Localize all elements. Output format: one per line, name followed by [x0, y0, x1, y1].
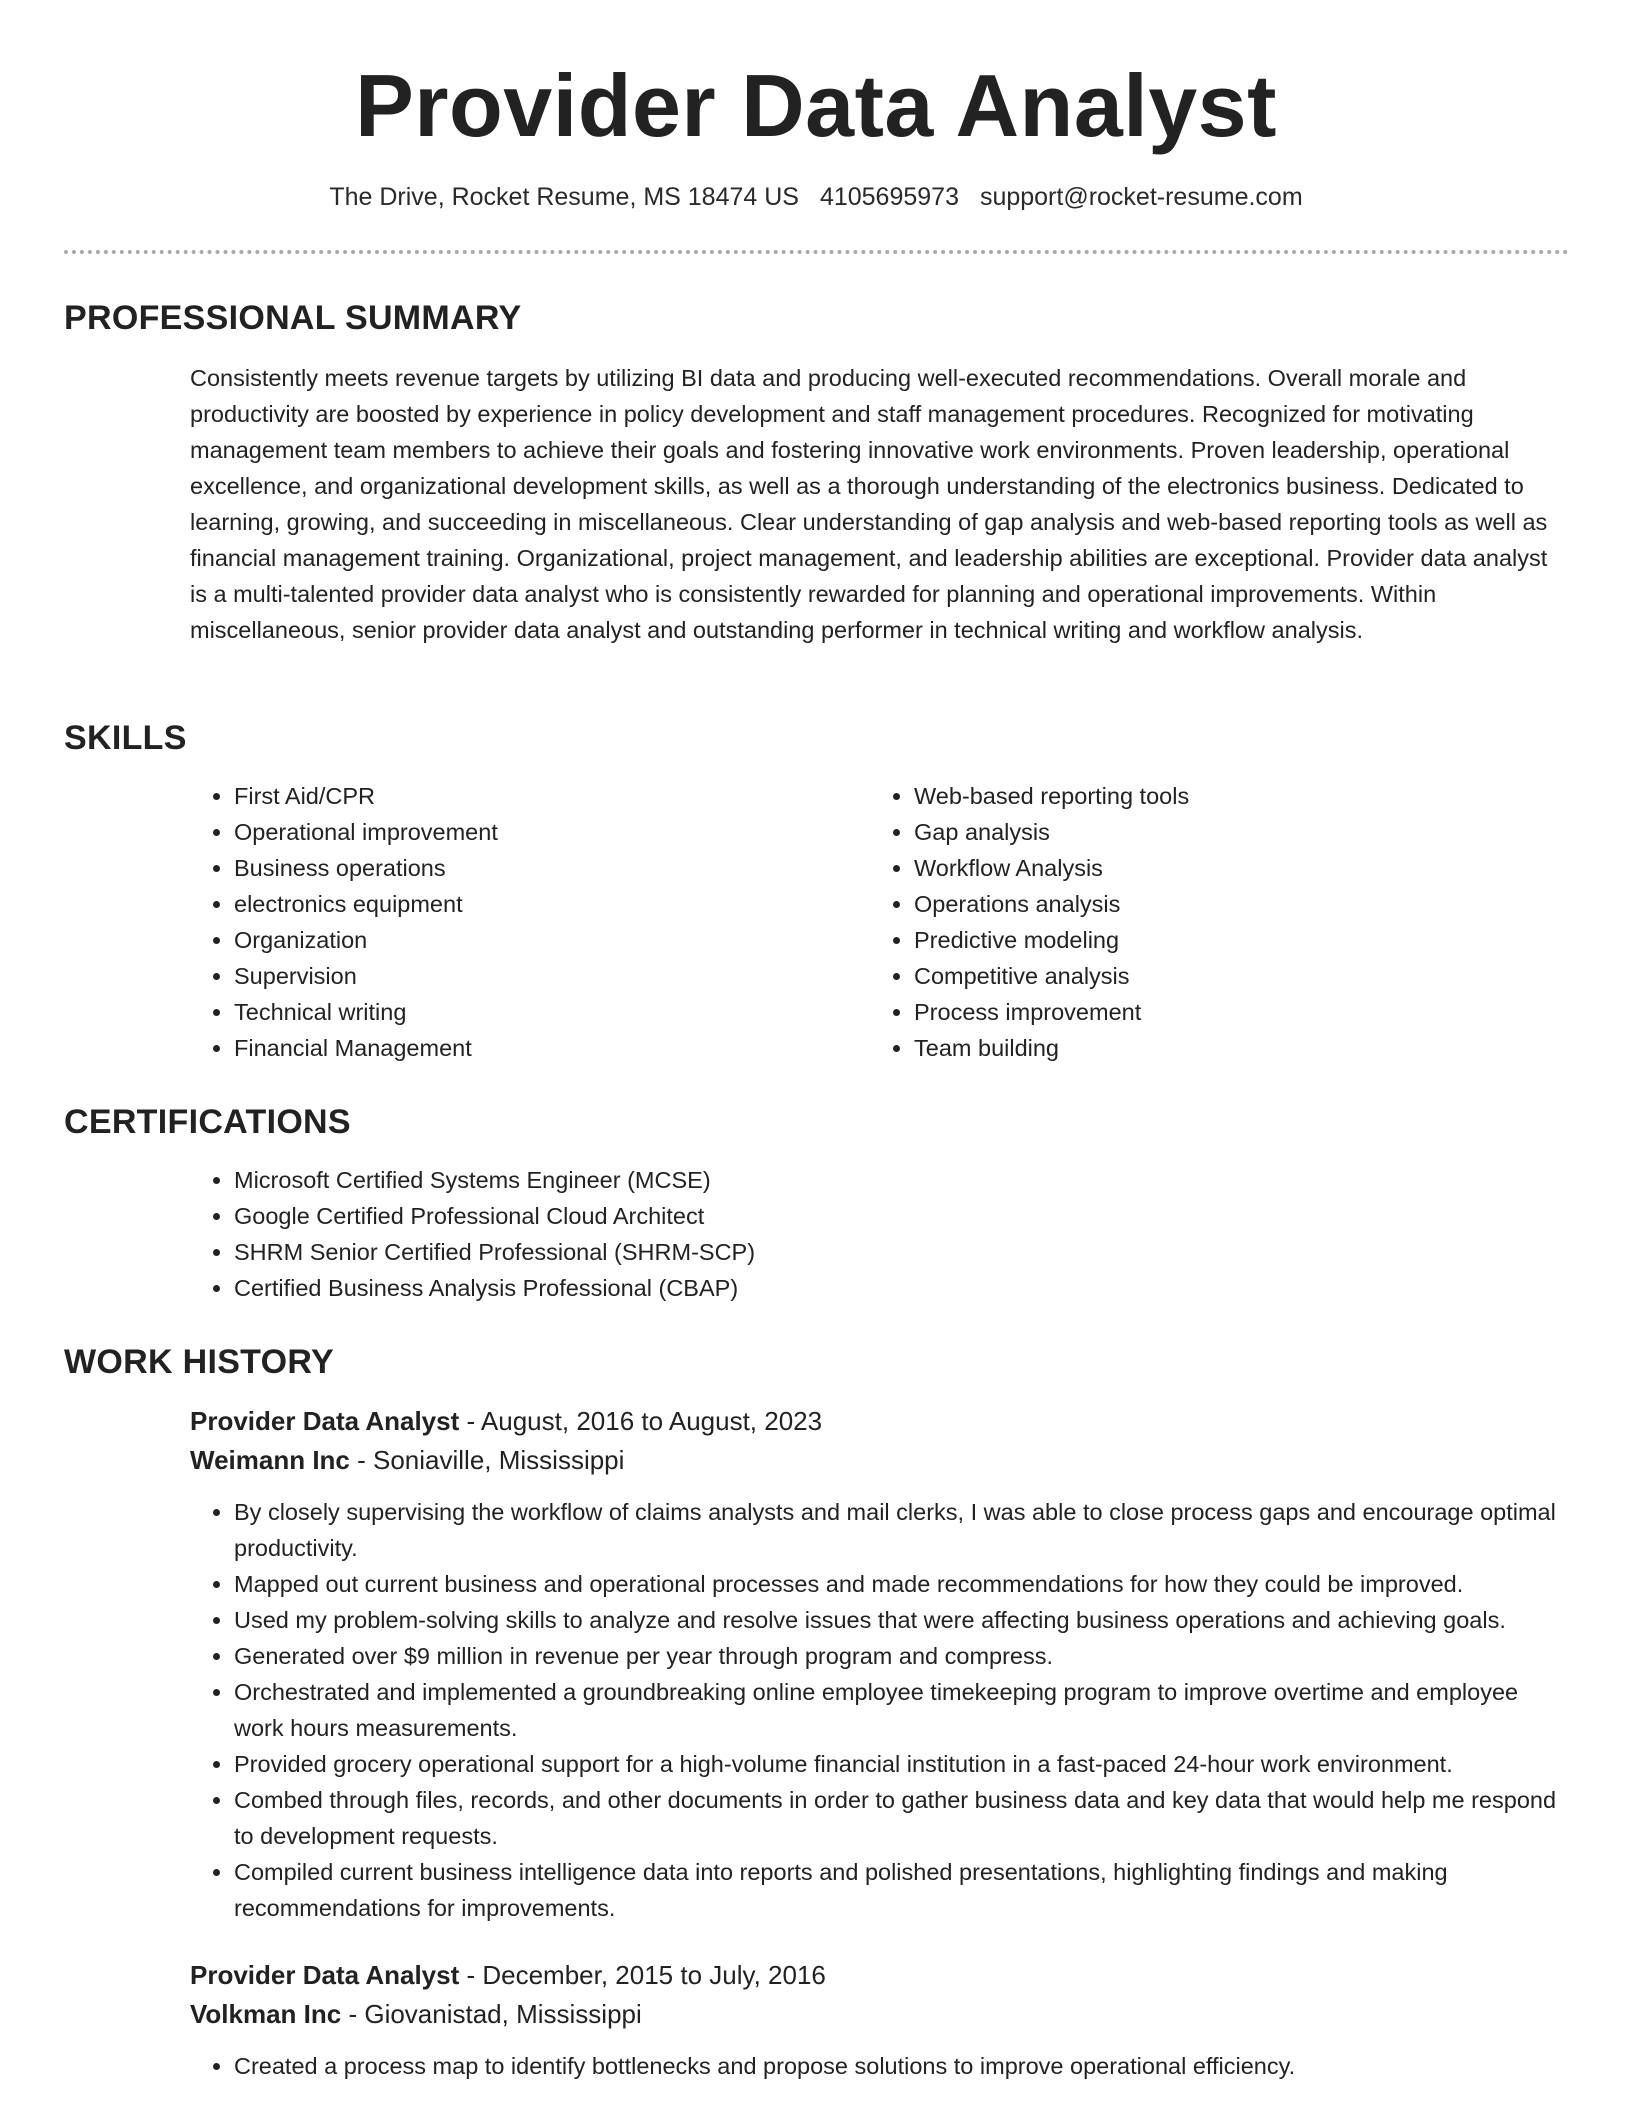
job-bullet: • Compiled current business intelligence data into reports and polished presentations, highlighting findings and making recommendations for improvements. — [234, 1854, 1569, 1926]
certifications-title: CERTIFICATIONS — [64, 1103, 351, 1141]
certification-item: • Microsoft Certified Systems Engineer (MCSE) — [234, 1162, 1569, 1198]
certification-item: • SHRM Senior Certified Professional (SHRM-SCP) — [234, 1234, 1569, 1270]
job-bullets — [190, 2048, 1569, 2084]
skills-grid — [190, 778, 1569, 1066]
summary-section — [64, 298, 1569, 648]
job-role: Provider Data Analyst — [190, 1406, 460, 1436]
skills-list-right — [870, 778, 1550, 1066]
skill-item: • Supervision — [234, 958, 870, 994]
skill-item: • Gap analysis — [914, 814, 1550, 850]
job-company-line — [190, 1995, 1569, 2034]
job-bullet: • Orchestrated and implemented a groundbreaking online employee timekeeping program to improve overtime and employee work hours measurements. — [234, 1674, 1569, 1746]
skill-item: • Organization — [234, 922, 870, 958]
job-role: Provider Data Analyst — [190, 1960, 460, 1990]
skills-column-right — [870, 778, 1550, 1066]
certifications-list — [190, 1162, 1569, 1306]
skill-item: • Financial Management — [234, 1030, 870, 1066]
skills-section — [64, 718, 1569, 1066]
job-company: Weimann Inc — [190, 1445, 350, 1475]
job-dates: - December, 2015 to July, 2016 — [459, 1960, 826, 1990]
header-divider — [64, 250, 1569, 254]
skill-item: • Operational improvement — [234, 814, 870, 850]
job-location: - Giovanistad, Mississippi — [341, 1999, 642, 2029]
work-history-title: WORK HISTORY — [64, 1343, 334, 1381]
skill-item: • electronics equipment — [234, 886, 870, 922]
job-bullets — [190, 1494, 1569, 1926]
contact-phone: 4105695973 — [819, 183, 959, 211]
jobs-container — [190, 1402, 1569, 2084]
job-entry — [190, 1956, 1569, 2084]
job-bullet: • Used my problem-solving skills to analyze and resolve issues that were affecting business operations and achieving goals. — [234, 1602, 1569, 1638]
skill-item: • Operations analysis — [914, 886, 1550, 922]
skill-item: • Competitive analysis — [914, 958, 1550, 994]
job-bullet: • By closely supervising the workflow of claims analysts and mail clerks, I was able to close process gaps and encourage optimal productivity. — [234, 1494, 1569, 1566]
certifications-section — [64, 1102, 1569, 1306]
work-history-section — [64, 1342, 1569, 2084]
summary-text: Consistently meets revenue targets by utilizing BI data and producing well-executed recommendations. Overall morale and productivity are boosted by experience in policy development and staff management procedures. Recognized for motivating management team members to achieve their goals and fostering innovative work environments. Proven leadership, operational excellence, and organizational development skills, as well as a thorough understanding of the electronics business. Dedicated to learning, growing, and succeeding in miscellaneous. Clear understanding of gap analysis and web-based reporting tools as well as financial management training. Organizational, project management, and leadership abilities are exceptional. Provider data analyst is a multi-talented provider data analyst who is consistently rewarded for planning and operational improvements. Within miscellaneous, senior provider data analyst and outstanding performer in technical writing and workflow analysis. — [190, 365, 1548, 643]
certifications-body — [190, 1162, 1569, 1306]
skill-item: • First Aid/CPR — [234, 778, 870, 814]
candidate-name: Provider Data Analyst — [355, 56, 1277, 155]
contact-address: The Drive, Rocket Resume, MS 18474 US — [329, 183, 799, 211]
skill-item: • Business operations — [234, 850, 870, 886]
job-dates: - August, 2016 to August, 2023 — [459, 1406, 823, 1436]
contact-line — [0, 182, 1632, 212]
job-bullet: • Combed through files, records, and other documents in order to gather business data and key data that would help me respond to development requests. — [234, 1782, 1569, 1854]
summary-title: PROFESSIONAL SUMMARY — [64, 299, 522, 337]
skills-column-left — [190, 778, 870, 1066]
skill-item: • Team building — [914, 1030, 1550, 1066]
job-entry — [190, 1402, 1569, 1926]
job-company-line — [190, 1441, 1569, 1480]
skills-title: SKILLS — [64, 719, 187, 757]
job-title-line — [190, 1956, 1569, 1995]
job-bullet: • Created a process map to identify bottlenecks and propose solutions to improve operational efficiency. — [234, 2048, 1569, 2084]
contact-email[interactable]: support@rocket-resume.com — [979, 183, 1303, 211]
resume-header — [0, 0, 1632, 212]
job-bullet: • Provided grocery operational support for a high-volume financial institution in a fast-paced 24-hour work environment. — [234, 1746, 1569, 1782]
job-company: Volkman Inc — [190, 1999, 342, 2029]
skill-item: • Predictive modeling — [914, 922, 1550, 958]
certification-item: • Certified Business Analysis Professional (CBAP) — [234, 1270, 1569, 1306]
job-bullet: • Generated over $9 million in revenue per year through program and compress. — [234, 1638, 1569, 1674]
skill-item: • Technical writing — [234, 994, 870, 1030]
job-location: - Soniaville, Mississippi — [349, 1445, 625, 1475]
skill-item: • Process improvement — [914, 994, 1550, 1030]
job-bullet: • Mapped out current business and operational processes and made recommendations for how they could be improved. — [234, 1566, 1569, 1602]
job-title-line — [190, 1402, 1569, 1441]
skill-item: • Workflow Analysis — [914, 850, 1550, 886]
skill-item: • Web-based reporting tools — [914, 778, 1550, 814]
skills-list-left — [190, 778, 870, 1066]
certification-item: • Google Certified Professional Cloud Architect — [234, 1198, 1569, 1234]
